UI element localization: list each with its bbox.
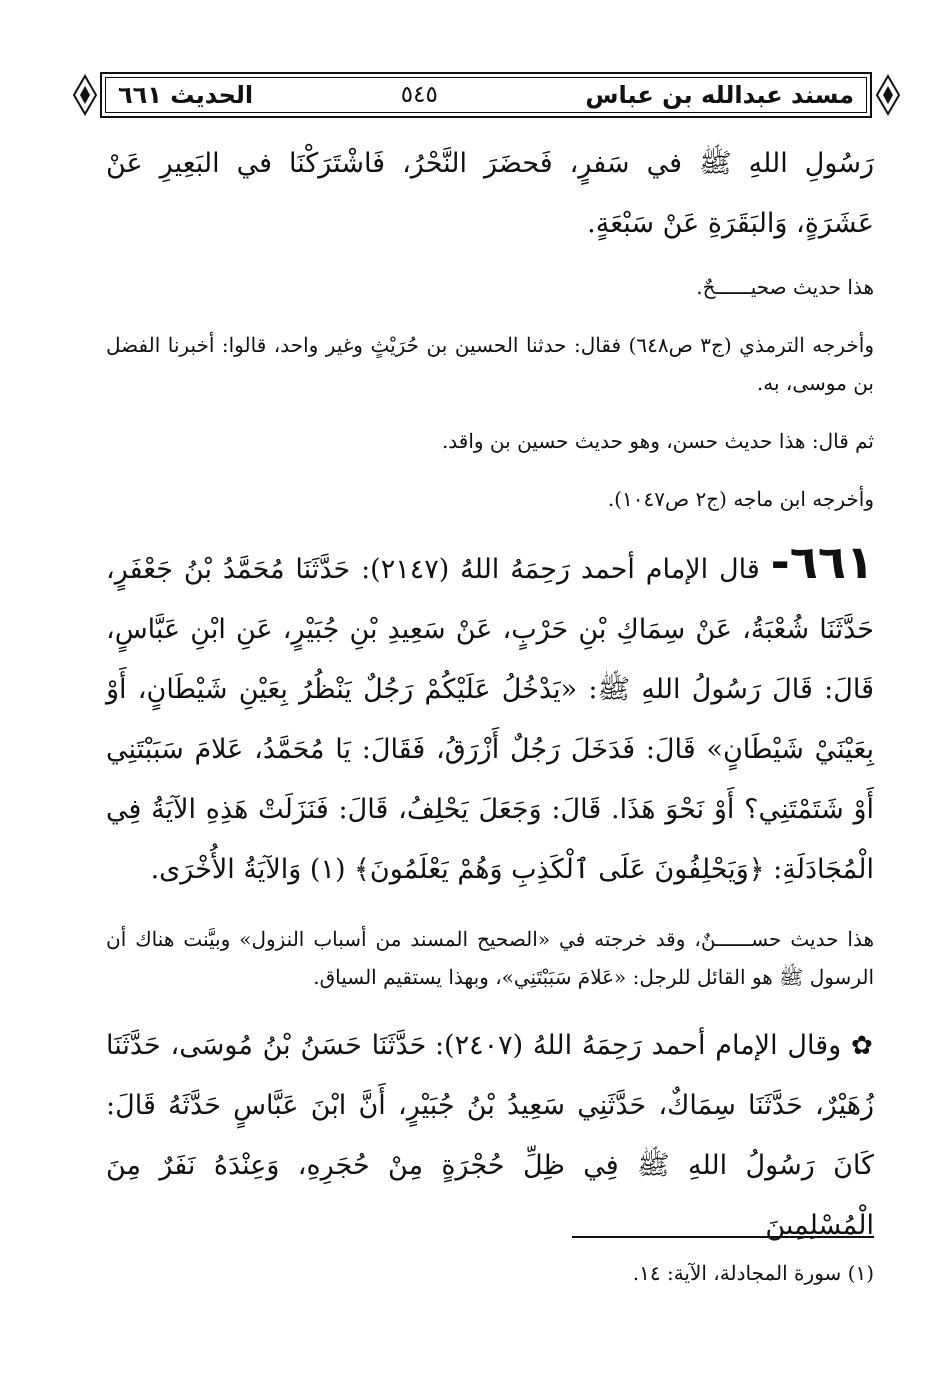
flower-icon: ✿ <box>850 1031 874 1061</box>
hadith-number: ٦٦١- <box>770 535 874 589</box>
ornament-left-icon <box>72 72 98 118</box>
second-narration-text: وقال الإمام أحمد رَحِمَهُ اللهُ (٢٤٠٧): حَدَّثَنَا حَسَنُ بْنُ مُوسَى، حَدَّثَنَا زُهَيْرٌ، حَدَّثَنَا سِمَاكٌ، حَدَّثَنِي سَعِيدُ بْنُ جُبَيْرٍ، أَنَّ ابْنَ عَبَّاسٍ حَدَّثَهُ قَالَ: كَانَ رَسُولُ اللهِ ﷺ فِي ظِلِّ حُجْرَةٍ مِنْ حُجَرِهِ، وَعِنْدَهُ نَفَرٌ مِنَ الْمُسْلِمِينَ <box>106 1030 874 1241</box>
tirmidhi-note: وأخرجه الترمذي (ج٣ ص٦٤٨) فقال: حدثنا الحسين بن حُرَيْثٍ وغير واحد، قالوا: أخبرنا الفضل بن موسى، به. <box>106 333 874 395</box>
hadith-661 <box>106 532 874 900</box>
book-title: مسند عبدالله بن عباس <box>585 81 854 109</box>
ornament-right-icon <box>875 72 901 118</box>
ibn-majah-note: وأخرجه ابن ماجه (ج٢ ص١٠٤٧). <box>607 487 874 511</box>
footnote-divider <box>572 1236 874 1238</box>
footnote: (١) سورة المجادلة، الآية: ١٤. <box>632 1261 874 1285</box>
hadith-label: الحديث ٦٦١ <box>118 81 254 109</box>
tirmidhi-comment: ثم قال: هذا حديث حسن، وهو حديث حسين بن واقد. <box>441 429 874 453</box>
hadith-661-commentary: هذا حديث حســــــنٌ، وقد خرجته في «الصحيح المسند من أسباب النزول» وبيَّنت هناك أن الرسول ﷺ هو القائل للرجل: «عَلامَ سَبَبْتَنِي»، وبهذا يستقيم السياق. <box>106 927 874 989</box>
grading-note: هذا حديث صحيــــــحٌ. <box>696 275 874 299</box>
hadith-661-text: قال الإمام أحمد رَحِمَهُ اللهُ (٢١٤٧): حَدَّثَنَا مُحَمَّدُ بْنُ جَعْفَرٍ، حَدَّثَنَا شُعْبَةُ، عَنْ سِمَاكِ بْنِ حَرْبٍ، عَنْ سَعِيدِ بْنِ جُبَيْرٍ، عَنِ ابْنِ عَبَّاسٍ، قَالَ: قَالَ رَسُولُ اللهِ ﷺ: «يَدْخُلُ عَلَيْكُمْ رَجُلٌ يَنْظُرُ بِعَيْنِ شَيْطَانٍ، أَوْ بِعَيْنَيْ شَيْطَانٍ» قَالَ: فَدَخَلَ رَجُلٌ أَزْرَقُ، فَقَالَ: يَا مُحَمَّدُ، عَلامَ سَبَبْتَنِي أَوْ شَتَمْتَنِي؟ أَوْ نَحْوَ هَذَا. قَالَ: وَجَعَلَ يَحْلِفُ، قَالَ: فَنَزَلَتْ هَذِهِ الآيَةُ فِي الْمُجَادَلَةِ: ﴿وَيَحْلِفُونَ عَلَى ٱلْكَذِبِ وَهُمْ يَعْلَمُونَ﴾ (١) وَالآيَةُ الأُخْرَى. <box>106 554 874 885</box>
main-text <box>106 134 874 1256</box>
second-narration <box>106 1016 874 1256</box>
page-header <box>100 72 872 118</box>
page-number: ٥٤٥ <box>400 82 438 108</box>
paragraph-narration-end: رَسُولِ اللهِ ﷺ في سَفرٍ، فَحضَرَ النَّحْرُ، فَاشْتَرَكْنَا في البَعِيرِ عَنْ عَشَرَةٍ، وَالبَقَرَةِ عَنْ سَبْعَةٍ. <box>106 148 874 239</box>
